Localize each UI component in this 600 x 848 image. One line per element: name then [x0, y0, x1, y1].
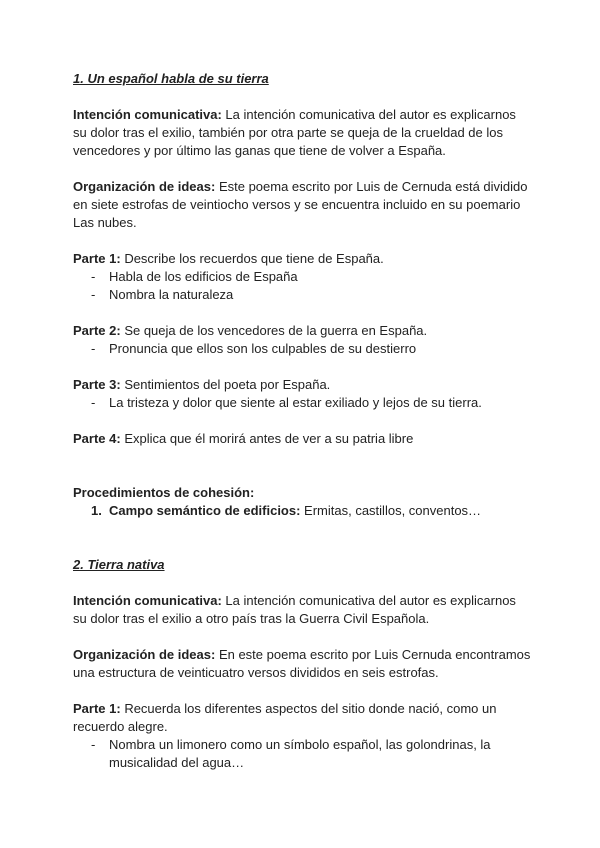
s1-parte3-paragraph: [73, 376, 533, 394]
section-2-title: 2. Tierra nativa: [73, 557, 165, 572]
s2-parte1-list: [73, 736, 533, 772]
s1-parte3-label: Parte 3:: [73, 377, 121, 392]
s1-parte3-text: Sentimientos del poeta por España.: [120, 377, 331, 392]
list-item: - Nombra la naturaleza: [73, 286, 533, 304]
list-item: - Nombra un limonero como un símbolo español, las golondrinas, la musicalidad del agua…: [73, 736, 533, 772]
s2-organizacion-paragraph: [73, 646, 533, 682]
s2-organizacion-text: En este poema escrito por Luis Cernuda encontramos una estructura de veinticuatro versos divididos en seis estrofas.: [73, 647, 531, 680]
cohesion-item-text: Ermitas, castillos, conventos…: [300, 503, 482, 518]
list-item: [73, 502, 533, 520]
s1-intencion-paragraph: [73, 106, 533, 160]
s1-parte1-label: Parte 1:: [73, 251, 121, 266]
document-page: [73, 70, 533, 772]
list-item: - Pronuncia que ellos son los culpables de su destierro: [73, 340, 533, 358]
s2-parte1-label: Parte 1:: [73, 701, 121, 716]
s2-intencion-text: La intención comunicativa del autor es explicarnos su dolor tras el exilio a otro país tras la Guerra Civil Española.: [73, 593, 516, 626]
s1-organizacion-text: Este poema escrito por Luis de Cernuda está dividido en siete estrofas de veintiocho versos y se encuentra incluido en su poemario Las nubes.: [73, 179, 528, 230]
s1-cohesion-heading: Procedimientos de cohesión:: [73, 485, 255, 500]
s1-parte4-label: Parte 4:: [73, 431, 121, 446]
s1-parte1-text: Describe los recuerdos que tiene de España.: [120, 251, 384, 266]
s1-parte2-paragraph: [73, 322, 533, 340]
s1-parte1-paragraph: [73, 250, 533, 268]
s2-intencion-paragraph: [73, 592, 533, 628]
s2-parte1-text: Recuerda los diferentes aspectos del sitio donde nació, como un recuerdo alegre.: [73, 701, 497, 734]
list-item: - Habla de los edificios de España: [73, 268, 533, 286]
list-item: - La tristeza y dolor que siente al estar exiliado y lejos de su tierra.: [73, 394, 533, 412]
s2-organizacion-label: Organización de ideas:: [73, 647, 216, 662]
section-1-title: 1. Un español habla de su tierra: [73, 71, 269, 86]
s1-intencion-label: Intención comunicativa:: [73, 107, 222, 122]
s1-cohesion-list: [73, 502, 533, 520]
s1-parte2-label: Parte 2:: [73, 323, 121, 338]
s1-intencion-text: La intención comunicativa del autor es explicarnos su dolor tras el exilio, también por otra parte se queja de la crueldad de los vencedores y por último las ganas que tiene de volver a España.: [73, 107, 516, 158]
s1-parte2-list: [73, 340, 533, 358]
s1-organizacion-label: Organización de ideas:: [73, 179, 216, 194]
s1-parte2-text: Se queja de los vencedores de la guerra en España.: [120, 323, 428, 338]
cohesion-item-label: Campo semántico de edificios:: [109, 503, 301, 518]
s1-organizacion-paragraph: [73, 178, 533, 232]
s2-intencion-label: Intención comunicativa:: [73, 593, 222, 608]
s1-parte1-list: [73, 268, 533, 304]
s2-parte1-paragraph: [73, 700, 533, 736]
s1-parte4-text: Explica que él morirá antes de ver a su patria libre: [120, 431, 414, 446]
s1-parte3-list: [73, 394, 533, 412]
s1-parte4-paragraph: [73, 430, 533, 448]
list-number: 1.: [91, 503, 102, 518]
